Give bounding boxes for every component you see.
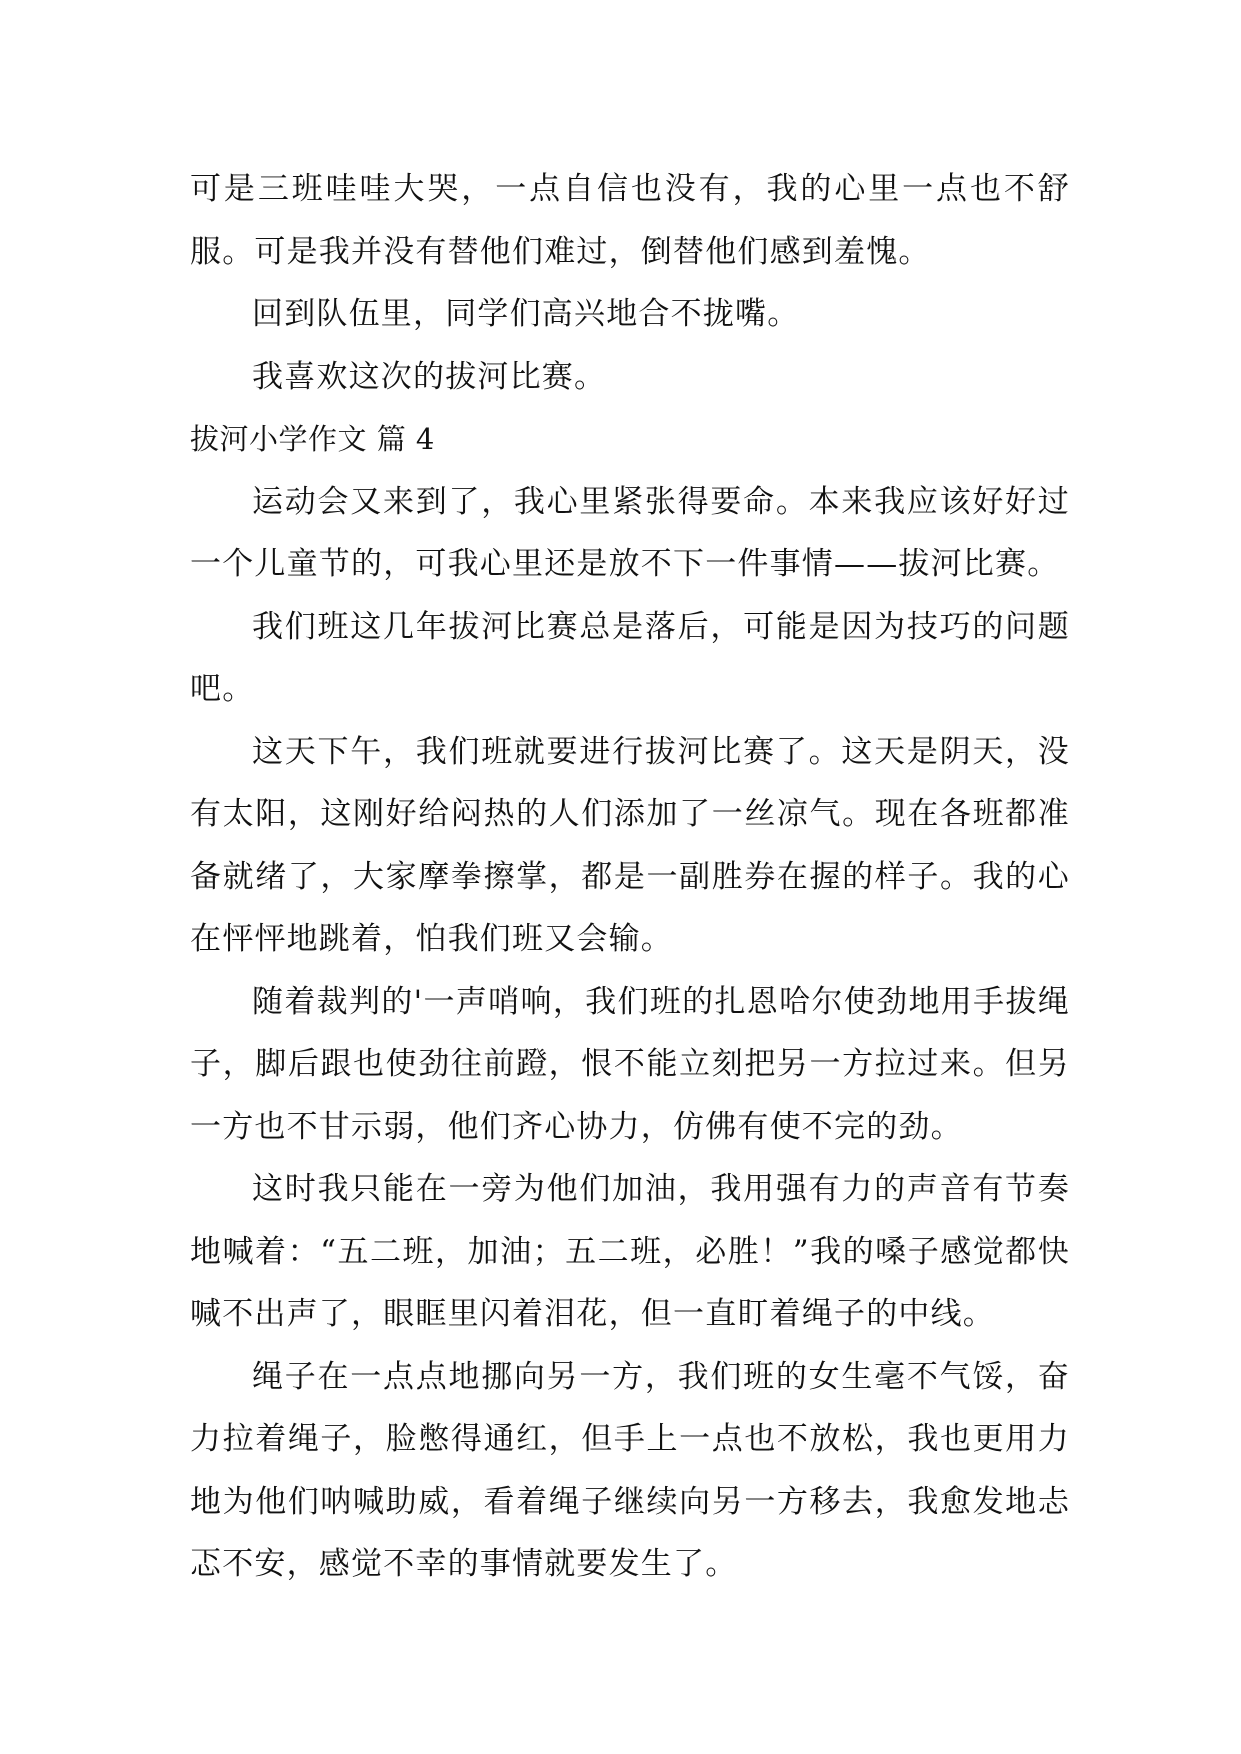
paragraph: 随着裁判的'一声哨响，我们班的扎恩哈尔使劲地用手拔绳子，脚后跟也使劲往前蹬，恨不能立刻把另一方拉过来。但另一方也不甘示弱，他们齐心协力，仿佛有使不完的劲。 [190, 983, 1070, 1145]
paragraph: 绳子在一点点地挪向另一方，我们班的女生毫不气馁，奋力拉着绳子，脸憋得通红，但手上一点也不放松，我也更用力地为他们呐喊助威，看着绳子继续向另一方移去，我愈发地忐忑不安，感觉不幸的事情就要发生了。 [190, 1358, 1070, 1582]
paragraph: 这天下午，我们班就要进行拔河比赛了。这天是阴天，没有太阳，这刚好给闷热的人们添加了一丝凉气。现在各班都准备就绪了，大家摩拳擦掌，都是一副胜券在握的样子。我的心在怦怦地跳着，怕我们班又会输。 [190, 733, 1070, 957]
paragraph: 回到队伍里，同学们高兴地合不拢嘴。 [252, 296, 800, 332]
document-body [190, 158, 1070, 1596]
paragraph: 可是三班哇哇大哭，一点自信也没有，我的心里一点也不舒服。可是我并没有替他们难过，倒替他们感到羞愧。 [190, 171, 1070, 270]
paragraph: 运动会又来到了，我心里紧张得要命。本来我应该好好过一个儿童节的，可我心里还是放不下一件事情——拔河比赛。 [190, 483, 1070, 582]
paragraph: 我们班这几年拔河比赛总是落后，可能是因为技巧的问题吧。 [190, 608, 1070, 707]
section-title: 拔河小学作文 篇 4 [190, 422, 435, 456]
paragraph: 这时我只能在一旁为他们加油，我用强有力的声音有节奏地喊着：“五二班，加油；五二班，必胜！”我的嗓子感觉都快喊不出声了，眼眶里闪着泪花，但一直盯着绳子的中线。 [190, 1171, 1070, 1332]
paragraph: 我喜欢这次的拔河比赛。 [252, 358, 607, 395]
